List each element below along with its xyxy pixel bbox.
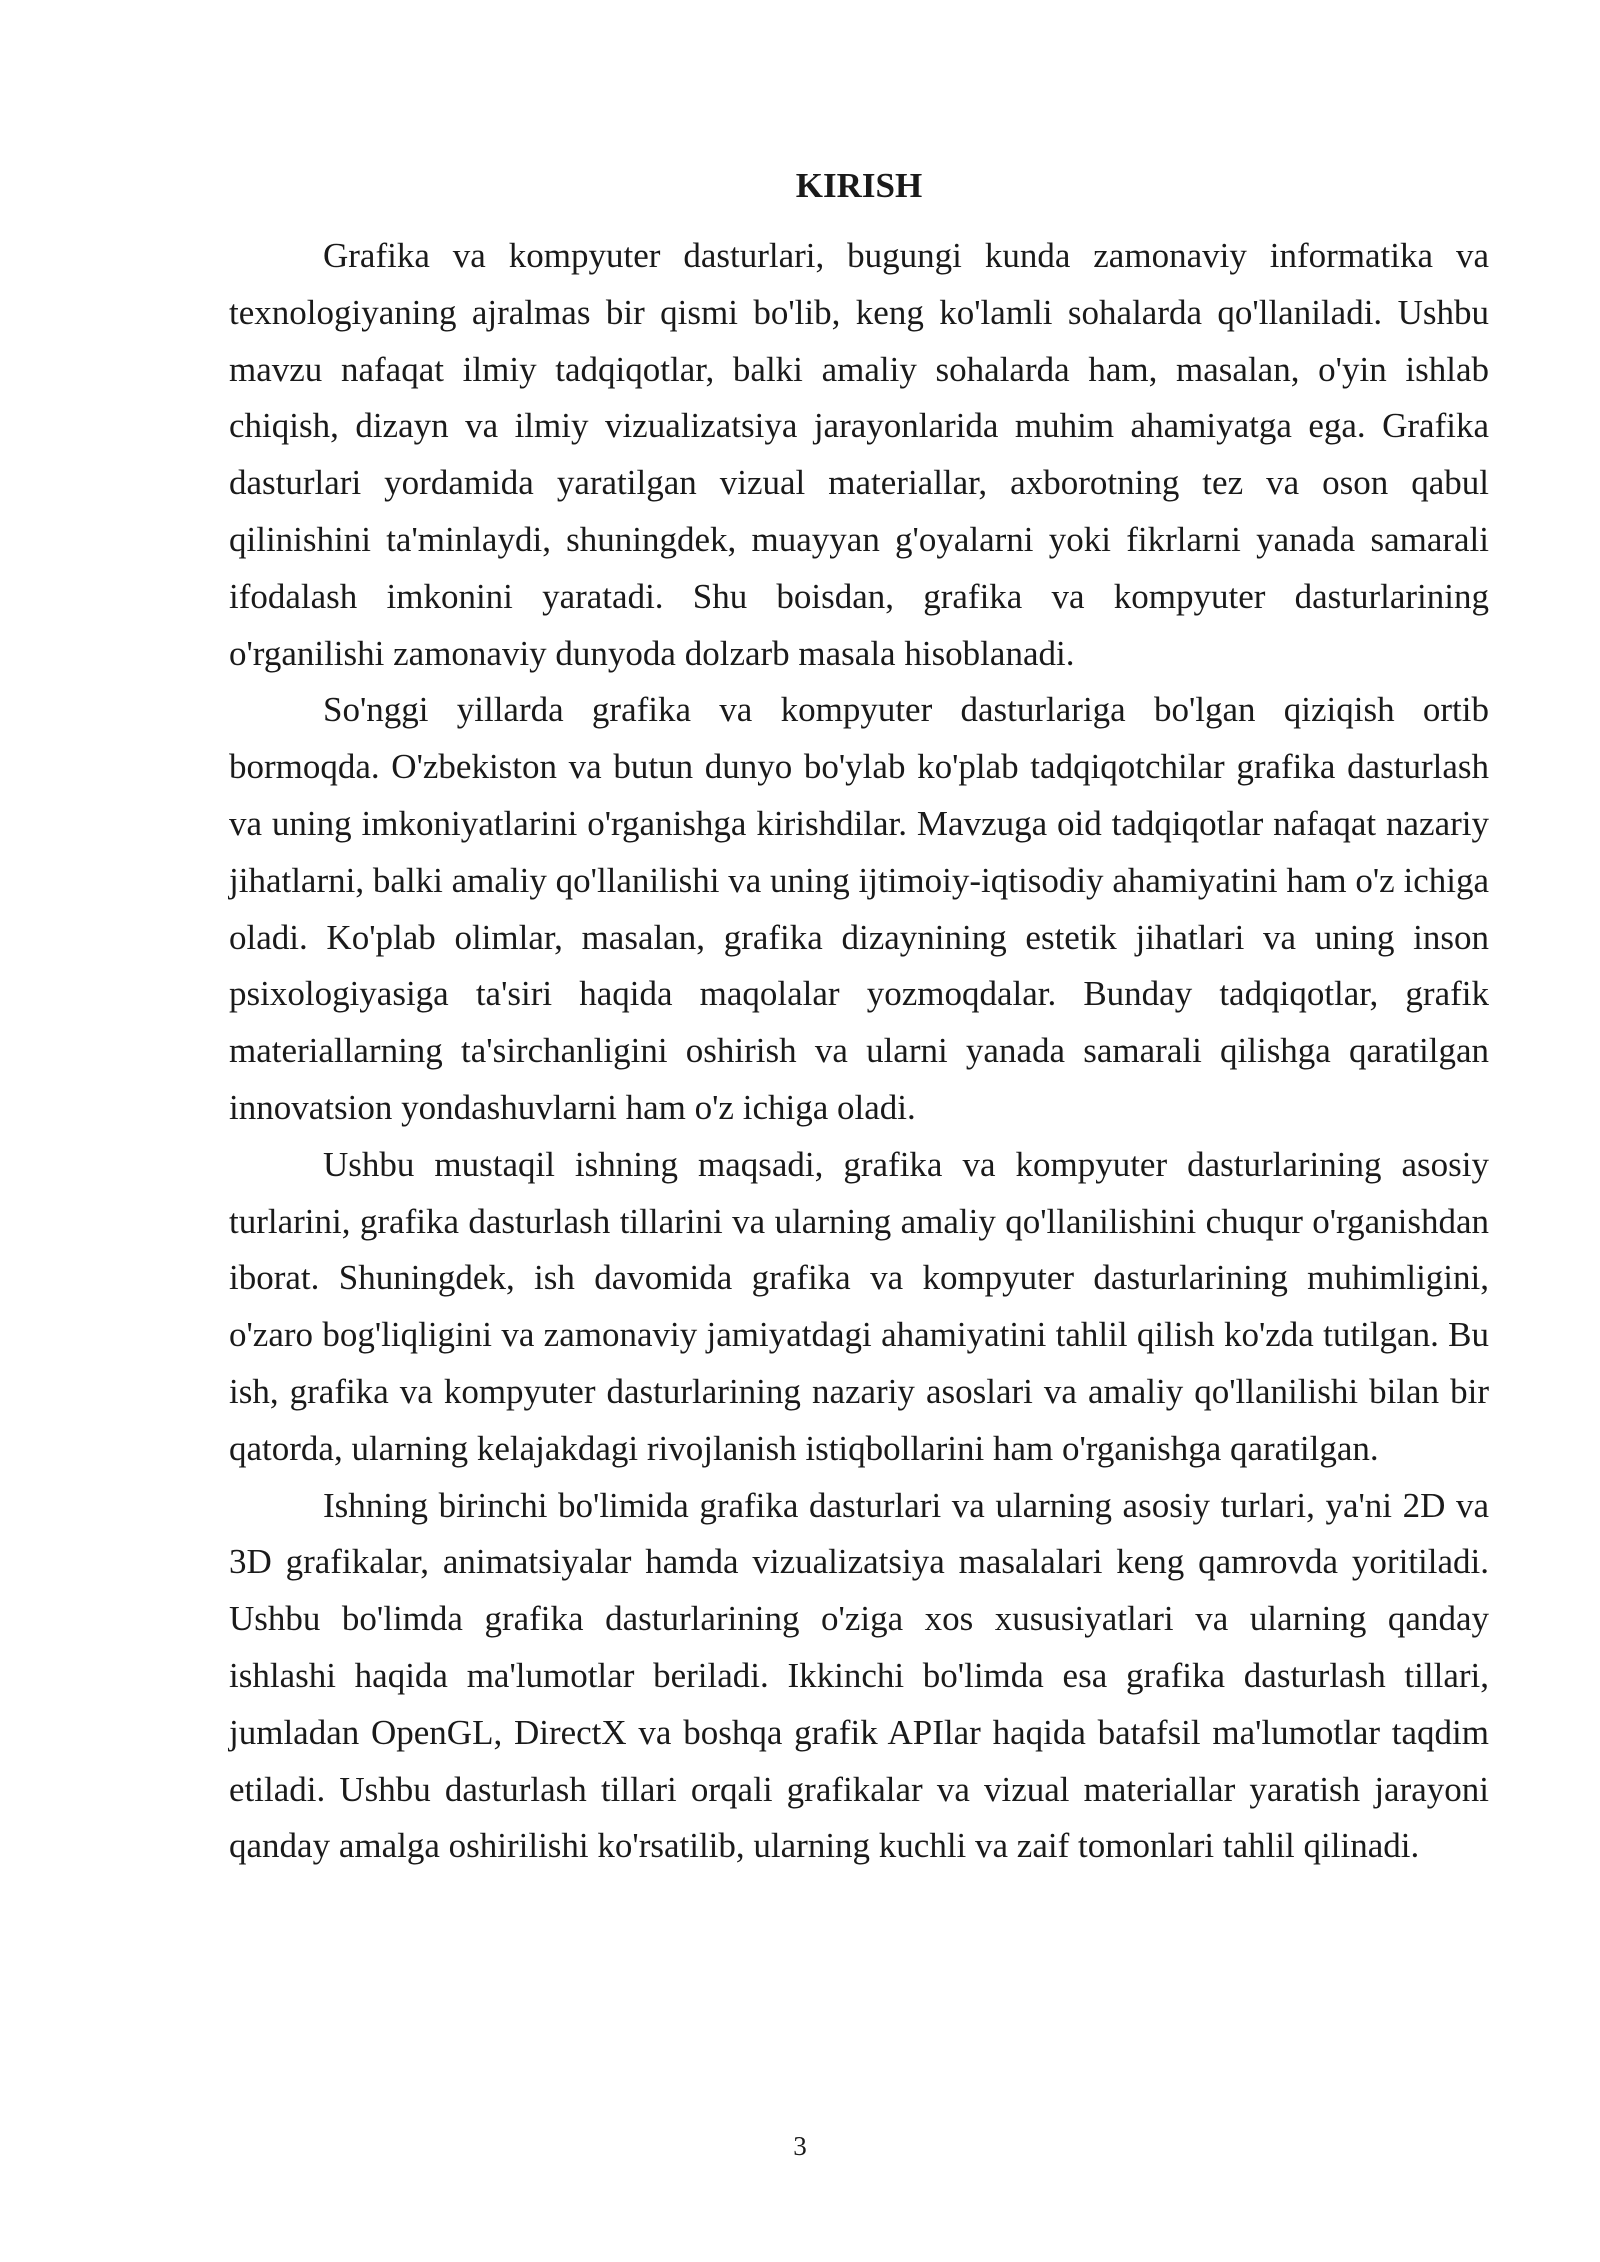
paragraph-3: Ushbu mustaqil ishning maqsadi, grafika va kompyuter dasturlarining asosiy turlarini, grafika dasturlash tillarini va ularning amaliy qo'llanilishini chuqur o'rganishdan iborat. Shuningdek, ish davomida grafika va kompyuter dasturlarining muhimligini, o'zaro bog'liqligini va zamonaviy jamiyatdagi ahamiyatini tahlil qilish ko'zda tutilgan. Bu ish, grafika va kompyuter dasturlarining nazariy asoslari va amaliy qo'llanilishi bilan bir qatorda, ularning kelajakdagi rivojlanish istiqbollarini ham o'rganishga qaratilgan.	[229, 1144, 1489, 1468]
page-content	[229, 158, 1489, 1875]
paragraph-1: Grafika va kompyuter dasturlari, bugungi kunda zamonaviy informatika va texnologiyaning ajralmas bir qismi bo'lib, keng ko'lamli sohalarda qo'llaniladi. Ushbu mavzu nafaqat ilmiy tadqiqotlar, balki amaliy sohalarda ham, masalan, o'yin ishlab chiqish, dizayn va ilmiy vizualizatsiya jarayonlarida muhim ahamiyatga ega. Grafika dasturlari yordamida yaratilgan vizual materiallar, axborotning tez va oson qabul qilinishini ta'minlaydi, shuningdek, muayyan g'oyalarni yoki fikrlarni yanada samarali ifodalash imkonini yaratadi. Shu boisdan, grafika va kompyuter dasturlarining o'rganilishi zamonaviy dunyoda dolzarb masala hisoblanadi.	[229, 236, 1489, 673]
page-number: 3	[793, 2131, 807, 2161]
paragraph-4: Ishning birinchi bo'limida grafika dasturlari va ularning asosiy turlari, ya'ni 2D va 3D grafikalar, animatsiyalar hamda vizualizatsiya masalalari keng qamrovda yoritiladi. Ushbu bo'limda grafika dasturlarining o'ziga xos xususiyatlari va ularning qanday ishlashi haqida ma'lumotlar beriladi. Ikkinchi bo'limda esa grafika dasturlash tillari, jumladan OpenGL, DirectX va boshqa grafik APIlar haqida batafsil ma'lumotlar taqdim etiladi. Ushbu dasturlash tillari orqali grafikalar va vizual materiallar yaratish jarayoni qanday amalga oshirilishi ko'rsatilib, ularning kuchli va zaif tomonlari tahlil qilinadi.	[229, 1485, 1489, 1866]
paragraph-2: So'nggi yillarda grafika va kompyuter dasturlariga bo'lgan qiziqish ortib bormoqda. O'zbekiston va butun dunyo bo'ylab ko'plab tadqiqotchilar grafika dasturlash va uning imkoniyatlarini o'rganishga kirishdilar. Mavzuga oid tadqiqotlar nafaqat nazariy jihatlarni, balki amaliy qo'llanilishi va uning ijtimoiy-iqtisodiy ahamiyatini ham o'z ichiga oladi. Ko'plab olimlar, masalan, grafika dizaynining estetik jihatlari va uning inson psixologiyasiga ta'siri haqida maqolalar yozmoqdalar. Bunday tadqiqotlar, grafik materiallarning ta'sirchanligini oshirish va ularni yanada samarali qilishga qaratilgan innovatsion yondashuvlarni ham o'z ichiga oladi.	[229, 690, 1489, 1127]
page-title: KIRISH	[795, 166, 923, 205]
